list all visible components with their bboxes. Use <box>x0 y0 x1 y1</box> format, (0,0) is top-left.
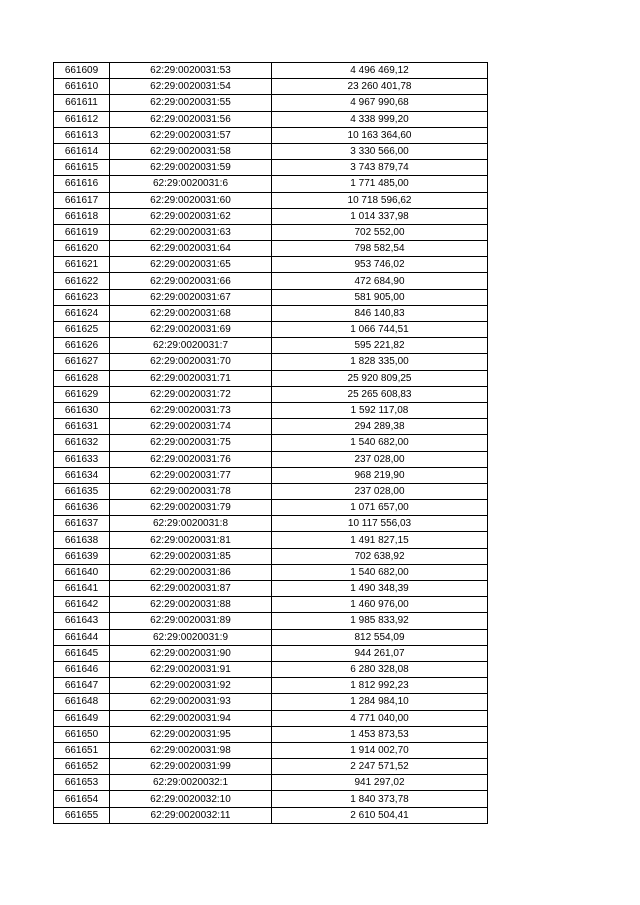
table-row <box>54 95 488 111</box>
cadastral-value-cell: 1 490 348,39 <box>272 581 488 597</box>
table-row <box>54 79 488 95</box>
row-number-cell: 661609 <box>54 63 110 79</box>
cadastral-number-cell: 62:29:0020031:64 <box>110 241 272 257</box>
cadastral-number-cell: 62:29:0020032:11 <box>110 807 272 823</box>
cadastral-value-cell: 237 028,00 <box>272 483 488 499</box>
cadastral-number-cell: 62:29:0020031:66 <box>110 273 272 289</box>
table-row <box>54 143 488 159</box>
cadastral-value-cell: 702 552,00 <box>272 224 488 240</box>
cadastral-number-cell: 62:29:0020031:69 <box>110 322 272 338</box>
cadastral-value-cell: 10 117 556,03 <box>272 516 488 532</box>
table-row <box>54 176 488 192</box>
table-row <box>54 467 488 483</box>
table-row <box>54 661 488 677</box>
cadastral-number-cell: 62:29:0020031:92 <box>110 678 272 694</box>
table-row <box>54 241 488 257</box>
cadastral-number-cell: 62:29:0020031:74 <box>110 419 272 435</box>
cadastral-value-cell: 1 284 984,10 <box>272 694 488 710</box>
row-number-cell: 661637 <box>54 516 110 532</box>
row-number-cell: 661619 <box>54 224 110 240</box>
cadastral-value-cell: 6 280 328,08 <box>272 661 488 677</box>
cadastral-number-cell: 62:29:0020031:85 <box>110 548 272 564</box>
cadastral-number-cell: 62:29:0020031:58 <box>110 143 272 159</box>
table-row <box>54 500 488 516</box>
row-number-cell: 661639 <box>54 548 110 564</box>
cadastral-number-cell: 62:29:0020031:81 <box>110 532 272 548</box>
row-number-cell: 661652 <box>54 759 110 775</box>
table-row <box>54 63 488 79</box>
cadastral-value-cell: 702 638,92 <box>272 548 488 564</box>
cadastral-value-cell: 595 221,82 <box>272 338 488 354</box>
table-row <box>54 694 488 710</box>
cadastral-number-cell: 62:29:0020031:79 <box>110 500 272 516</box>
cadastral-value-cell: 294 289,38 <box>272 419 488 435</box>
table-row <box>54 451 488 467</box>
cadastral-value-cell: 812 554,09 <box>272 629 488 645</box>
cadastral-value-cell: 2 610 504,41 <box>272 807 488 823</box>
table-row <box>54 791 488 807</box>
cadastral-value-cell: 941 297,02 <box>272 775 488 791</box>
cadastral-value-cell: 10 718 596,62 <box>272 192 488 208</box>
table-row <box>54 419 488 435</box>
table-row <box>54 208 488 224</box>
cadastral-value-cell: 1 540 682,00 <box>272 435 488 451</box>
cadastral-number-cell: 62:29:0020031:98 <box>110 742 272 758</box>
cadastral-value-cell: 1 771 485,00 <box>272 176 488 192</box>
row-number-cell: 661628 <box>54 370 110 386</box>
cadastral-number-cell: 62:29:0020031:78 <box>110 483 272 499</box>
table-row <box>54 322 488 338</box>
cadastral-value-cell: 1 812 992,23 <box>272 678 488 694</box>
row-number-cell: 661653 <box>54 775 110 791</box>
table-row <box>54 613 488 629</box>
cadastral-value-cell: 237 028,00 <box>272 451 488 467</box>
row-number-cell: 661614 <box>54 143 110 159</box>
cadastral-number-cell: 62:29:0020031:99 <box>110 759 272 775</box>
cadastral-number-cell: 62:29:0020031:70 <box>110 354 272 370</box>
cadastral-value-cell: 10 163 364,60 <box>272 127 488 143</box>
row-number-cell: 661629 <box>54 386 110 402</box>
row-number-cell: 661615 <box>54 160 110 176</box>
row-number-cell: 661644 <box>54 629 110 645</box>
cadastral-number-cell: 62:29:0020031:60 <box>110 192 272 208</box>
table-row <box>54 435 488 451</box>
cadastral-number-cell: 62:29:0020031:88 <box>110 597 272 613</box>
row-number-cell: 661650 <box>54 726 110 742</box>
cadastral-value-cell: 1 840 373,78 <box>272 791 488 807</box>
table-row <box>54 289 488 305</box>
row-number-cell: 661617 <box>54 192 110 208</box>
row-number-cell: 661620 <box>54 241 110 257</box>
table-row <box>54 645 488 661</box>
cadastral-value-cell: 1 491 827,15 <box>272 532 488 548</box>
cadastral-number-cell: 62:29:0020031:53 <box>110 63 272 79</box>
cadastral-number-cell: 62:29:0020031:67 <box>110 289 272 305</box>
row-number-cell: 661643 <box>54 613 110 629</box>
table-row <box>54 483 488 499</box>
cadastral-number-cell: 62:29:0020031:76 <box>110 451 272 467</box>
row-number-cell: 661631 <box>54 419 110 435</box>
cadastral-number-cell: 62:29:0020031:77 <box>110 467 272 483</box>
cadastral-value-cell: 1 592 117,08 <box>272 402 488 418</box>
cadastral-number-cell: 62:29:0020031:89 <box>110 613 272 629</box>
cadastral-number-cell: 62:29:0020031:56 <box>110 111 272 127</box>
row-number-cell: 661651 <box>54 742 110 758</box>
table-row <box>54 273 488 289</box>
row-number-cell: 661610 <box>54 79 110 95</box>
cadastral-number-cell: 62:29:0020031:75 <box>110 435 272 451</box>
row-number-cell: 661638 <box>54 532 110 548</box>
cadastral-value-cell: 1 453 873,53 <box>272 726 488 742</box>
cadastral-value-cell: 1 540 682,00 <box>272 564 488 580</box>
table-row <box>54 807 488 823</box>
cadastral-number-cell: 62:29:0020031:55 <box>110 95 272 111</box>
table-row <box>54 581 488 597</box>
cadastral-number-cell: 62:29:0020031:8 <box>110 516 272 532</box>
table-row <box>54 354 488 370</box>
cadastral-value-cell: 798 582,54 <box>272 241 488 257</box>
row-number-cell: 661634 <box>54 467 110 483</box>
table-row <box>54 710 488 726</box>
table-row <box>54 386 488 402</box>
table-row <box>54 629 488 645</box>
cadastral-value-table <box>53 62 488 824</box>
cadastral-value-cell: 953 746,02 <box>272 257 488 273</box>
row-number-cell: 661622 <box>54 273 110 289</box>
table-row <box>54 742 488 758</box>
table-row <box>54 564 488 580</box>
cadastral-number-cell: 62:29:0020031:86 <box>110 564 272 580</box>
cadastral-value-cell: 4 338 999,20 <box>272 111 488 127</box>
cadastral-value-cell: 4 771 040,00 <box>272 710 488 726</box>
row-number-cell: 661612 <box>54 111 110 127</box>
cadastral-number-cell: 62:29:0020031:93 <box>110 694 272 710</box>
row-number-cell: 661624 <box>54 305 110 321</box>
row-number-cell: 661627 <box>54 354 110 370</box>
table-row <box>54 775 488 791</box>
cadastral-value-cell: 1 460 976,00 <box>272 597 488 613</box>
cadastral-value-cell: 1 914 002,70 <box>272 742 488 758</box>
row-number-cell: 661642 <box>54 597 110 613</box>
cadastral-number-cell: 62:29:0020031:72 <box>110 386 272 402</box>
cadastral-value-cell: 23 260 401,78 <box>272 79 488 95</box>
cadastral-number-cell: 62:29:0020031:65 <box>110 257 272 273</box>
table-row <box>54 224 488 240</box>
row-number-cell: 661646 <box>54 661 110 677</box>
table-row <box>54 759 488 775</box>
table-row <box>54 402 488 418</box>
cadastral-number-cell: 62:29:0020031:87 <box>110 581 272 597</box>
cadastral-value-cell: 1 985 833,92 <box>272 613 488 629</box>
row-number-cell: 661648 <box>54 694 110 710</box>
table-row <box>54 516 488 532</box>
row-number-cell: 661632 <box>54 435 110 451</box>
cadastral-number-cell: 62:29:0020031:68 <box>110 305 272 321</box>
cadastral-number-cell: 62:29:0020031:6 <box>110 176 272 192</box>
table-row <box>54 597 488 613</box>
cadastral-value-cell: 1 071 657,00 <box>272 500 488 516</box>
table-row <box>54 548 488 564</box>
row-number-cell: 661654 <box>54 791 110 807</box>
row-number-cell: 661616 <box>54 176 110 192</box>
cadastral-number-cell: 62:29:0020031:7 <box>110 338 272 354</box>
cadastral-number-cell: 62:29:0020032:10 <box>110 791 272 807</box>
row-number-cell: 661647 <box>54 678 110 694</box>
cadastral-value-cell: 1 828 335,00 <box>272 354 488 370</box>
cadastral-number-cell: 62:29:0020031:9 <box>110 629 272 645</box>
row-number-cell: 661635 <box>54 483 110 499</box>
cadastral-number-cell: 62:29:0020031:57 <box>110 127 272 143</box>
table-row <box>54 370 488 386</box>
row-number-cell: 661626 <box>54 338 110 354</box>
row-number-cell: 661641 <box>54 581 110 597</box>
row-number-cell: 661623 <box>54 289 110 305</box>
cadastral-number-cell: 62:29:0020032:1 <box>110 775 272 791</box>
cadastral-number-cell: 62:29:0020031:62 <box>110 208 272 224</box>
cadastral-value-cell: 581 905,00 <box>272 289 488 305</box>
cadastral-value-cell: 3 330 566,00 <box>272 143 488 159</box>
row-number-cell: 661636 <box>54 500 110 516</box>
cadastral-number-cell: 62:29:0020031:94 <box>110 710 272 726</box>
cadastral-value-cell: 968 219,90 <box>272 467 488 483</box>
cadastral-value-cell: 4 967 990,68 <box>272 95 488 111</box>
row-number-cell: 661618 <box>54 208 110 224</box>
cadastral-value-cell: 25 920 809,25 <box>272 370 488 386</box>
row-number-cell: 661640 <box>54 564 110 580</box>
cadastral-value-cell: 2 247 571,52 <box>272 759 488 775</box>
cadastral-number-cell: 62:29:0020031:91 <box>110 661 272 677</box>
cadastral-number-cell: 62:29:0020031:95 <box>110 726 272 742</box>
table-row <box>54 192 488 208</box>
row-number-cell: 661645 <box>54 645 110 661</box>
cadastral-value-cell: 846 140,83 <box>272 305 488 321</box>
table-row <box>54 726 488 742</box>
cadastral-value-cell: 1 066 744,51 <box>272 322 488 338</box>
table-row <box>54 678 488 694</box>
table-row <box>54 305 488 321</box>
row-number-cell: 661611 <box>54 95 110 111</box>
cadastral-number-cell: 62:29:0020031:90 <box>110 645 272 661</box>
cadastral-value-cell: 3 743 879,74 <box>272 160 488 176</box>
cadastral-value-cell: 944 261,07 <box>272 645 488 661</box>
cadastral-number-cell: 62:29:0020031:59 <box>110 160 272 176</box>
row-number-cell: 661625 <box>54 322 110 338</box>
table-row <box>54 532 488 548</box>
table-row <box>54 257 488 273</box>
cadastral-value-cell: 1 014 337,98 <box>272 208 488 224</box>
row-number-cell: 661621 <box>54 257 110 273</box>
cadastral-value-cell: 472 684,90 <box>272 273 488 289</box>
cadastral-number-cell: 62:29:0020031:63 <box>110 224 272 240</box>
table-row <box>54 338 488 354</box>
row-number-cell: 661633 <box>54 451 110 467</box>
table-body <box>54 63 488 824</box>
row-number-cell: 661649 <box>54 710 110 726</box>
cadastral-number-cell: 62:29:0020031:73 <box>110 402 272 418</box>
table-row <box>54 111 488 127</box>
table-row <box>54 160 488 176</box>
cadastral-value-cell: 25 265 608,83 <box>272 386 488 402</box>
cadastral-value-cell: 4 496 469,12 <box>272 63 488 79</box>
row-number-cell: 661630 <box>54 402 110 418</box>
row-number-cell: 661655 <box>54 807 110 823</box>
cadastral-number-cell: 62:29:0020031:54 <box>110 79 272 95</box>
table-row <box>54 127 488 143</box>
row-number-cell: 661613 <box>54 127 110 143</box>
cadastral-number-cell: 62:29:0020031:71 <box>110 370 272 386</box>
